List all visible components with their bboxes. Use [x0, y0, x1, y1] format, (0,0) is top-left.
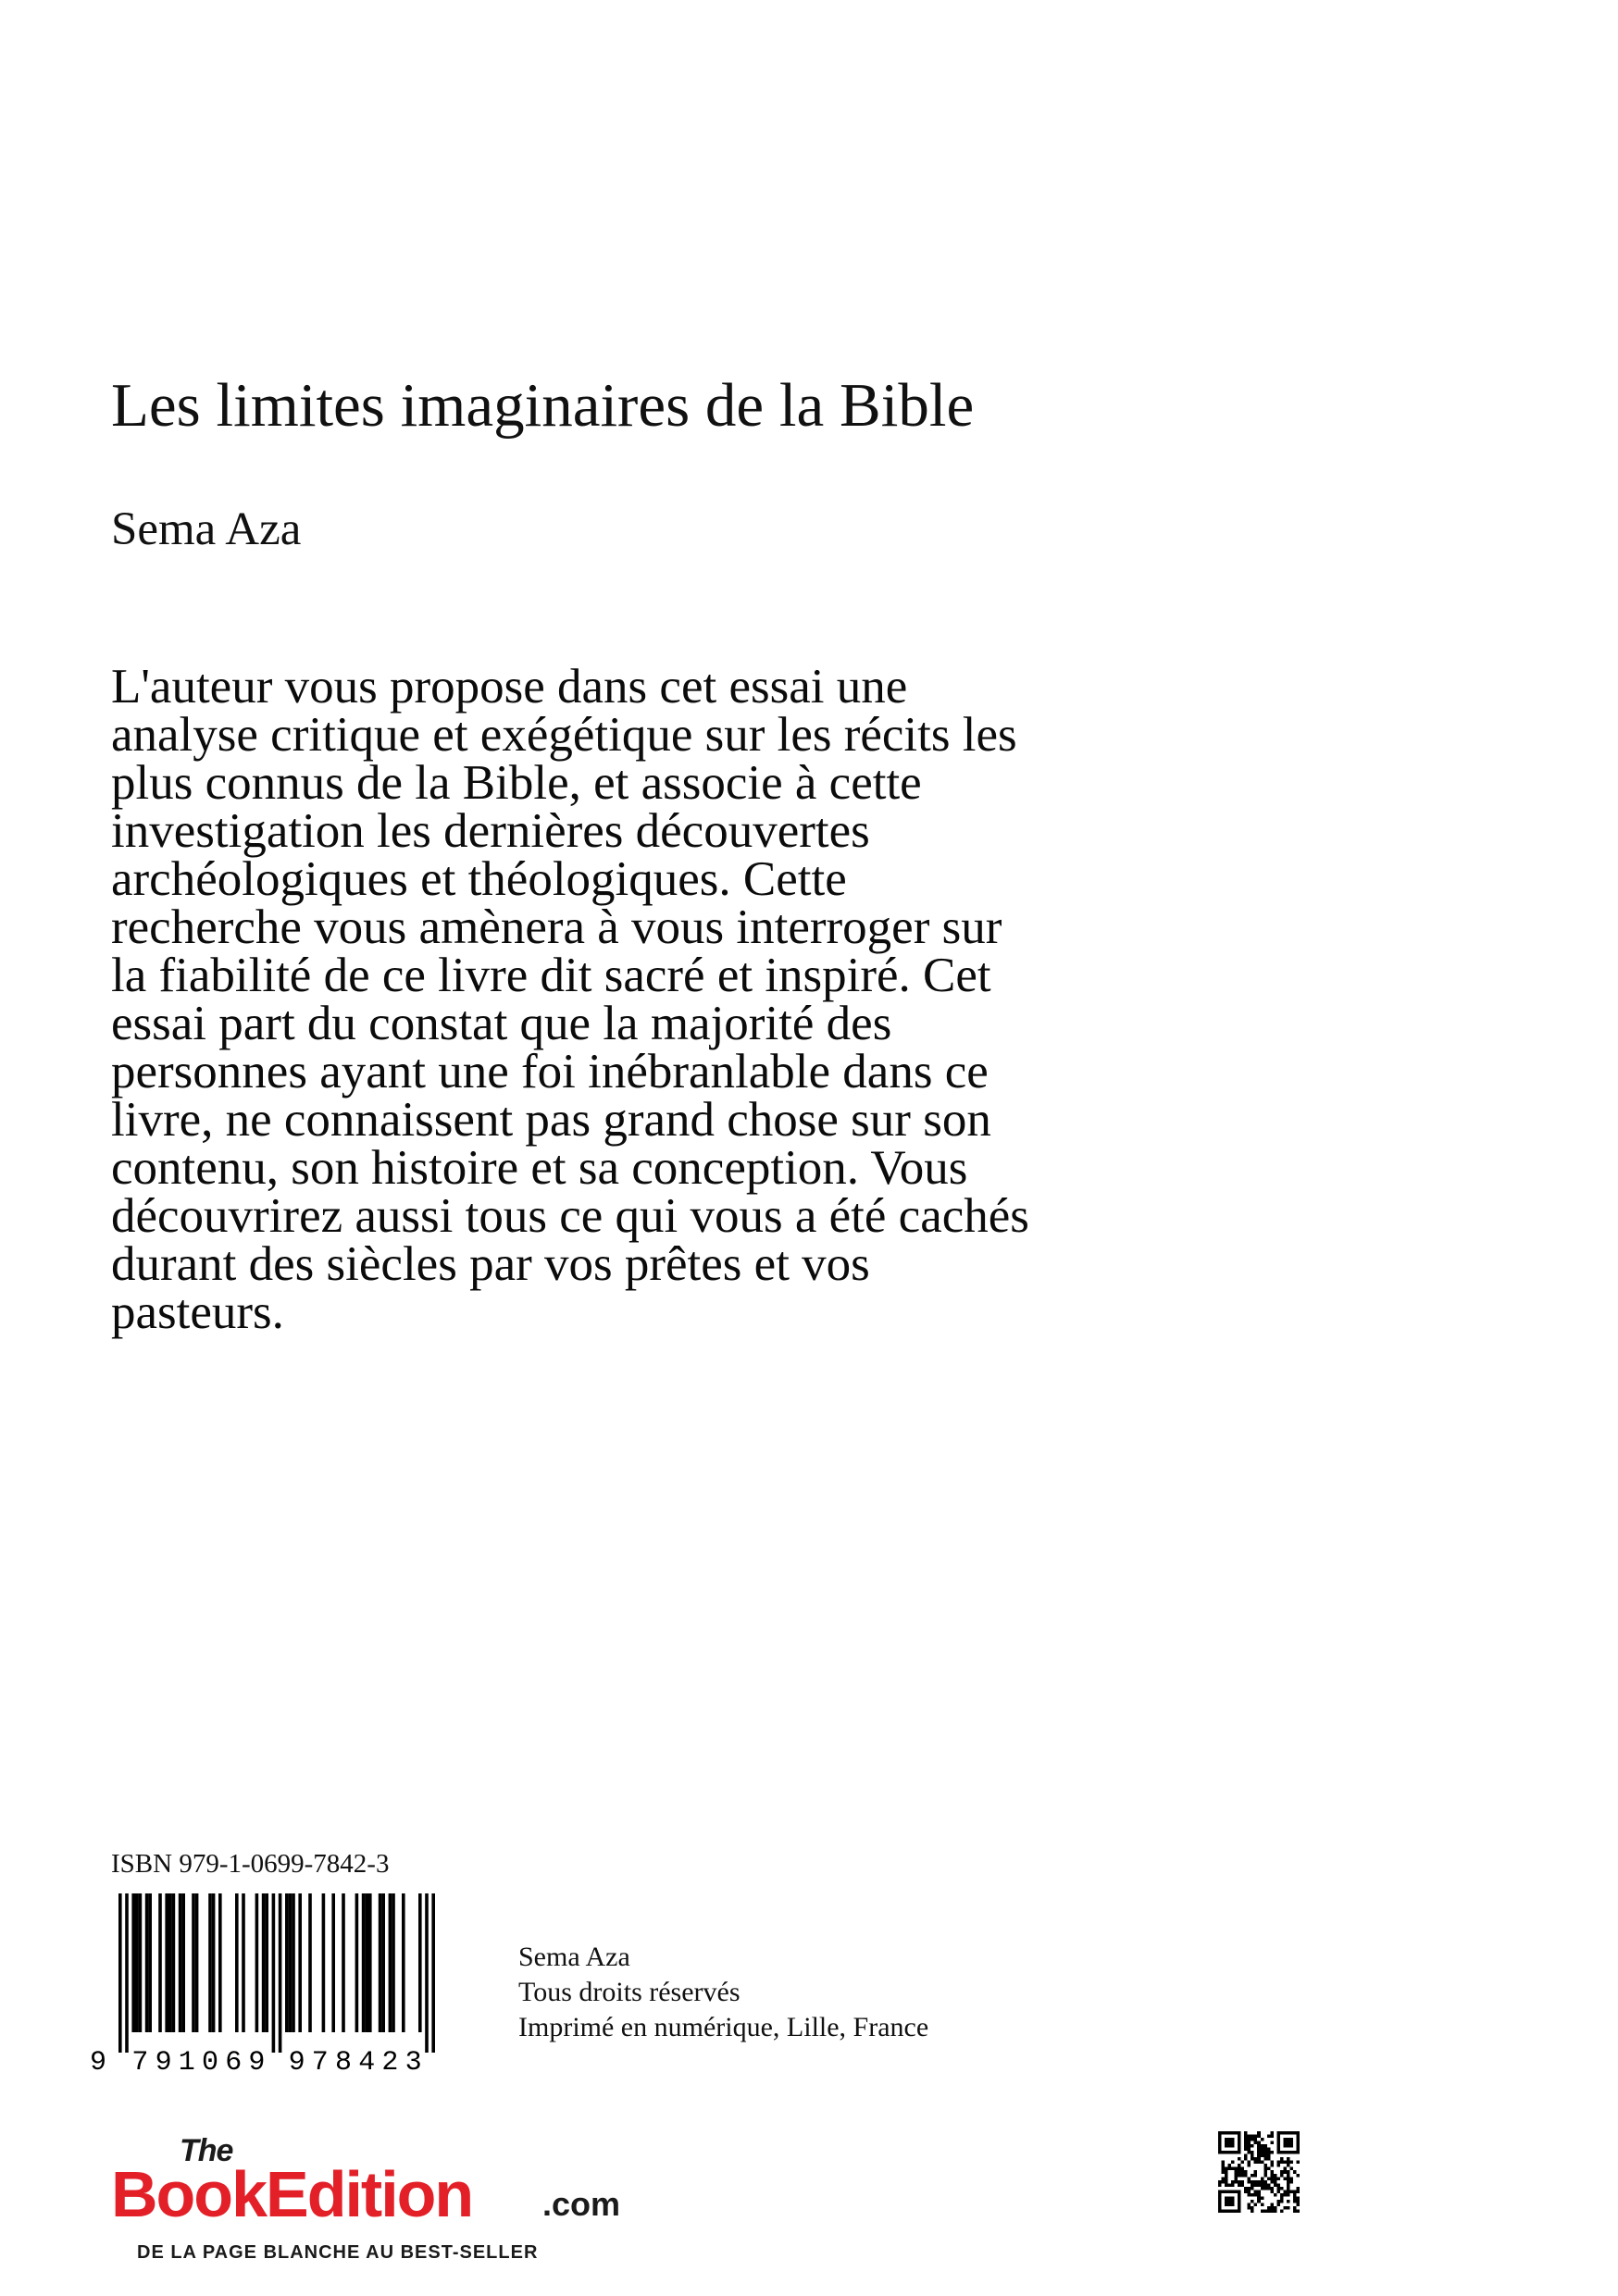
- barcode-bar: [139, 1893, 143, 2032]
- logo-domain: .com: [542, 2185, 621, 2223]
- barcode-bar: [172, 1893, 176, 2032]
- barcode-bar: [331, 1893, 335, 2032]
- barcode-bar: [125, 1893, 129, 2053]
- barcode-bar: [362, 1893, 366, 2032]
- blurb-line: L'auteur vous propose dans cet essai une: [111, 660, 908, 714]
- barcode-bar: [289, 1893, 292, 2032]
- book-blurb: [111, 660, 1250, 1339]
- barcode-digit: 9: [155, 2047, 172, 2074]
- barcode-digit: 2: [381, 2047, 399, 2074]
- imprint-rights: Tous droits réservés: [518, 1977, 741, 2007]
- qr-code-icon: [1218, 2131, 1300, 2213]
- barcode-bar: [265, 1893, 268, 2032]
- barcode-digits: [90, 2047, 422, 2074]
- barcode-digit: 7: [311, 2047, 329, 2074]
- imprint-block: [518, 1940, 928, 2045]
- blurb-line: durant des siècles par vos prêtes et vos: [111, 1237, 870, 1291]
- book-title: Les limites imaginaires de la Bible: [111, 371, 975, 440]
- barcode-bar: [342, 1893, 345, 2032]
- barcode-digit: 9: [89, 2047, 107, 2074]
- barcode-bar: [322, 1893, 326, 2032]
- blurb-line: recherche vous amènera à vous interroger sur: [111, 900, 1002, 954]
- barcode-digit: 7: [131, 2047, 149, 2074]
- barcode-bar: [292, 1893, 295, 2032]
- barcode-bar: [235, 1893, 239, 2032]
- blurb-line: investigation les dernières découvertes: [111, 804, 870, 858]
- imprint-author: Sema Aza: [518, 1942, 630, 1972]
- barcode-bar: [418, 1893, 422, 2032]
- barcode-bar: [208, 1893, 212, 2032]
- barcode-bar: [402, 1893, 405, 2032]
- barcode-digit: 3: [404, 2047, 422, 2074]
- barcode-digit: 0: [201, 2047, 219, 2074]
- logo-brand-name: BookEdition: [111, 2158, 473, 2230]
- barcode-bar: [145, 1893, 149, 2032]
- blurb-line: livre, ne connaissent pas grand chose sur son: [111, 1093, 991, 1147]
- barcode-bar: [389, 1893, 392, 2032]
- barcode-bar: [262, 1893, 266, 2032]
- barcode-bar: [118, 1893, 122, 2053]
- barcode-digit: 9: [248, 2047, 266, 2074]
- barcode-bar: [368, 1893, 372, 2032]
- blurb-line: essai part du constat que la majorité des: [111, 997, 892, 1050]
- barcode-digit: 9: [288, 2047, 305, 2074]
- barcode-bar: [425, 1893, 429, 2053]
- book-author: Sema Aza: [111, 503, 302, 555]
- blurb-line: pasteurs.: [111, 1285, 284, 1339]
- barcode-bar: [379, 1893, 382, 2032]
- barcode-bar: [192, 1893, 195, 2032]
- barcode-bar: [392, 1893, 395, 2032]
- barcode-bar: [131, 1893, 135, 2032]
- imprint-printing: Imprimé en numérique, Lille, France: [518, 2012, 929, 2042]
- barcode-bar: [381, 1893, 385, 2032]
- barcode-bar: [279, 1893, 282, 2053]
- barcode-bars: [118, 1893, 435, 2053]
- barcode-digit: 1: [178, 2047, 195, 2074]
- barcode-bar: [135, 1893, 139, 2032]
- barcode-bar: [165, 1893, 168, 2032]
- barcode-bar: [355, 1893, 359, 2032]
- barcode-bar: [308, 1893, 312, 2032]
- barcode-bar: [168, 1893, 172, 2032]
- barcode-bar: [298, 1893, 302, 2032]
- barcode-bar: [158, 1893, 162, 2032]
- barcode-bar: [181, 1893, 185, 2032]
- barcode-bar: [255, 1893, 259, 2032]
- publisher-logo: [111, 2133, 666, 2270]
- blurb-line: analyse critique et exégétique sur les récits les: [111, 708, 1017, 762]
- blurb-line: découvrirez aussi tous ce qui vous a été cachés: [111, 1189, 1029, 1243]
- blurb-line: archéologiques et théologiques. Cette: [111, 852, 847, 906]
- barcode-bar: [179, 1893, 182, 2032]
- barcode-bar: [285, 1893, 289, 2032]
- barcode-bar: [218, 1893, 222, 2032]
- barcode-digit: 6: [225, 2047, 243, 2074]
- barcode-bar: [365, 1893, 368, 2032]
- blurb-line: plus connus de la Bible, et associe à cette: [111, 756, 922, 810]
- blurb-line: la fiabilité de ce livre dit sacré et inspiré. Cet: [111, 949, 991, 1002]
- barcode-bar: [272, 1893, 276, 2053]
- barcode-digit: 4: [358, 2047, 376, 2074]
- barcode-digit: 8: [334, 2047, 353, 2074]
- barcode-bar: [148, 1893, 152, 2032]
- barcode-bar: [242, 1893, 245, 2032]
- blurb-line: personnes ayant une foi inébranlable dans ce: [111, 1045, 989, 1098]
- barcode-bar: [431, 1893, 435, 2053]
- barcode-bar: [212, 1893, 216, 2032]
- logo-the-text: The: [180, 2133, 233, 2168]
- blurb-line: contenu, son histoire et sa conception. Vous: [111, 1141, 968, 1195]
- logo-tagline: DE LA PAGE BLANCHE AU BEST-SELLER: [137, 2242, 539, 2263]
- barcode-bar: [195, 1893, 199, 2032]
- barcode: [85, 1893, 465, 2074]
- isbn-label: ISBN 979-1-0699-7842-3: [111, 1849, 390, 1879]
